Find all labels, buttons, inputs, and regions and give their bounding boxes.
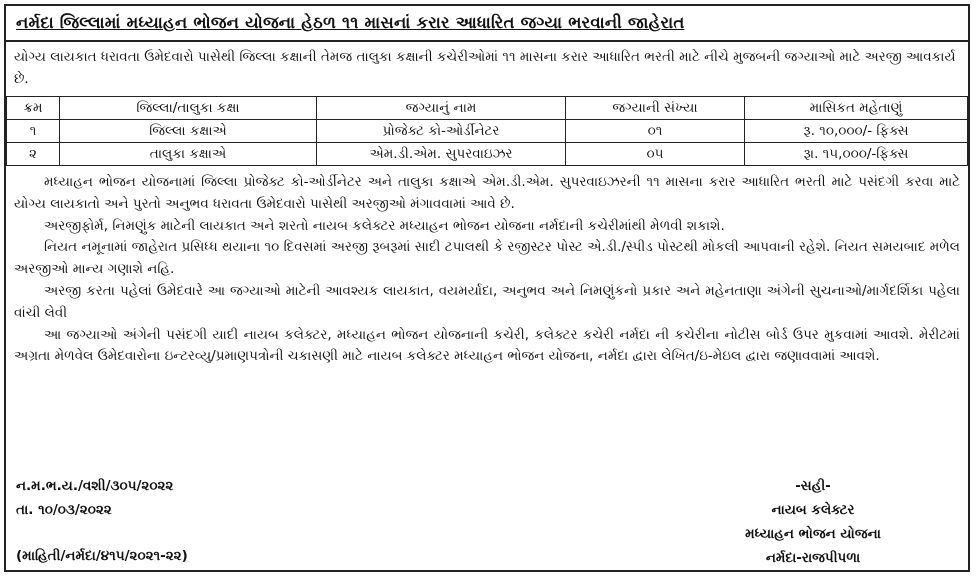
header-post-name: જગ્યાનું નામ <box>317 97 566 120</box>
paragraph-deadline: નિયત નમૂનામાં જાહેરાત પ્રસિધ્ધ થયાના ૧૦ દિવસમાં અરજી રૂબરૂમાં સાદી ટપાલથી કે રજીસ્ટર પોસ્ટ એ.ડી./સ્પીડ પોસ્ટથી મોકલી આપવાની રહેશે. નિયત સમયબાદ મળેલ અરજીઓ માન્ય ગણાશે નહિ. <box>14 239 960 278</box>
notice-body <box>14 172 960 368</box>
cell-post-name: પ્રોજેક્ટ કો-ઓર્ડીનેટર <box>317 120 566 143</box>
notice-title: નર્મદા જિલ્લામાં મધ્યાહન ભોજન યોજના હેઠળ ૧૧ માસનાં કરાર આધારિત જગ્યા ભરવાની જાહેરાત <box>16 13 685 32</box>
intro-text: યોગ્ય લાયકાત ધરાવતા ઉમેદવારો પાસેથી જિલ્લા કક્ષાની તેમજ તાલુકા કક્ષાની કચેરીઓમાં ૧૧ માસના કરાર આધારિત ભરતી માટે નીચે મુજબની જગ્યાઓ માટે અરજી આવકાર્ય છે. <box>14 49 956 87</box>
notice-footer <box>16 478 958 568</box>
signature-mark: -સહી- <box>795 478 831 494</box>
cell-salary: રૂા. ૧૫,૦૦૦/-ફિક્સ <box>745 143 968 166</box>
header-level: જિલ્લા/તાલુકા કક્ષા <box>60 97 317 120</box>
cell-post-count: ૦૫ <box>566 143 745 166</box>
header-salary: માસિકત મહેતાણું <box>745 97 968 120</box>
paragraph-guidelines: અરજી કરતા પહેલાં ઉમેદવારે આ જગ્યાઓ માટેની આવશ્યક લાયકાત, વયમર્યાદા, અનુભવ અને નિમણુંકનો પ્રકાર અને મહેનતાણા અંગેની સુચનાઓ/માર્ગદર્શિકા પહેલા વાંચી લેવી <box>14 282 960 321</box>
cell-post-count: ૦૧ <box>566 120 745 143</box>
notice-frame <box>4 4 970 572</box>
notice-date: તા. ૧૦/૦૩/૨૦૨૨ <box>16 502 112 518</box>
info-reference: (માહિતી/નર્મદા/૪૧૫/૨૦૨૧-૨૨) <box>16 548 188 564</box>
header-serial: ક્રમ <box>7 97 60 120</box>
paragraph-recruitment: મધ્યાહન ભોજન યોજનામાં જિલ્લા પ્રોજેક્ટ કો-ઓર્ડીનેટર અને તાલુકા કક્ષાએ એમ.ડી.એમ. સુપરવાઇઝરની ૧૧ માસના કરાર આધારિત ભરતી માટે પસંદગી કરવા માટે યોગ્ય લાયકાતો અને પુરતો અનુભવ ધરાવતા ઉમેદવારો પાસેથી અરજીઓ મંગાવવામાં આવે છે. <box>14 174 960 212</box>
officer-title: નાયબ કલેક્ટર <box>771 502 855 518</box>
table-row <box>7 143 968 166</box>
department-name: મધ્યાહન ભોજન યોજના <box>745 526 881 542</box>
table-header-row <box>7 97 968 120</box>
cell-serial: ૨ <box>7 143 60 166</box>
table-row <box>7 120 968 143</box>
cell-level: તાલુકા કક્ષાએ <box>60 143 317 166</box>
title-bar <box>6 6 968 42</box>
header-post-count: જગ્યાની સંખ્યા <box>566 97 745 120</box>
cell-post-name: એમ.ડી.એમ. સુપરવાઇઝર <box>317 143 566 166</box>
paragraph-application-form: અરજીફોર્મ, નિમણુંક માટેની લાયકાત અને શરતો નાયબ કલેક્ટર મધ્યાહન ભોજન યોજના નર્મદાની કચેરીમાંથી મેળવી શકાશે. <box>44 217 725 234</box>
vacancy-table <box>6 96 968 166</box>
paragraph-selection-list: આ જગ્યાઓ અંગેની પસંદગી યાદી નાયબ કલેક્ટર, મધ્યાહન ભોજન યોજનાની કચેરી, કલેક્ટર કચેરી નર્મદા ની કચેરીના નોટીસ બોર્ડ ઉપર મુકવામાં આવશે. મેરીટમાં અગ્રતા મેળવેલ ઉમેદવારોના ઇન્ટરવ્યુ/પ્રમાણપત્રોની ચકાસણી માટે નાયબ કલેક્ટર મધ્યાહન ભોજન યોજના, નર્મદા દ્વારા લેખિત/ઇ-મેઇલ દ્વારા જણાવવામાં આવશે. <box>14 326 960 365</box>
cell-salary: રૂ. ૧૦,૦૦૦/- ફિક્સ <box>745 120 968 143</box>
cell-level: જિલ્લા કક્ષાએ <box>60 120 317 143</box>
cell-serial: ૧ <box>7 120 60 143</box>
office-location: નર્મદા-રાજપીપળા <box>765 550 861 566</box>
reference-number: ન.મ.ભ.ય./વશી/૩૦૫/૨૦૨૨ <box>16 478 174 494</box>
